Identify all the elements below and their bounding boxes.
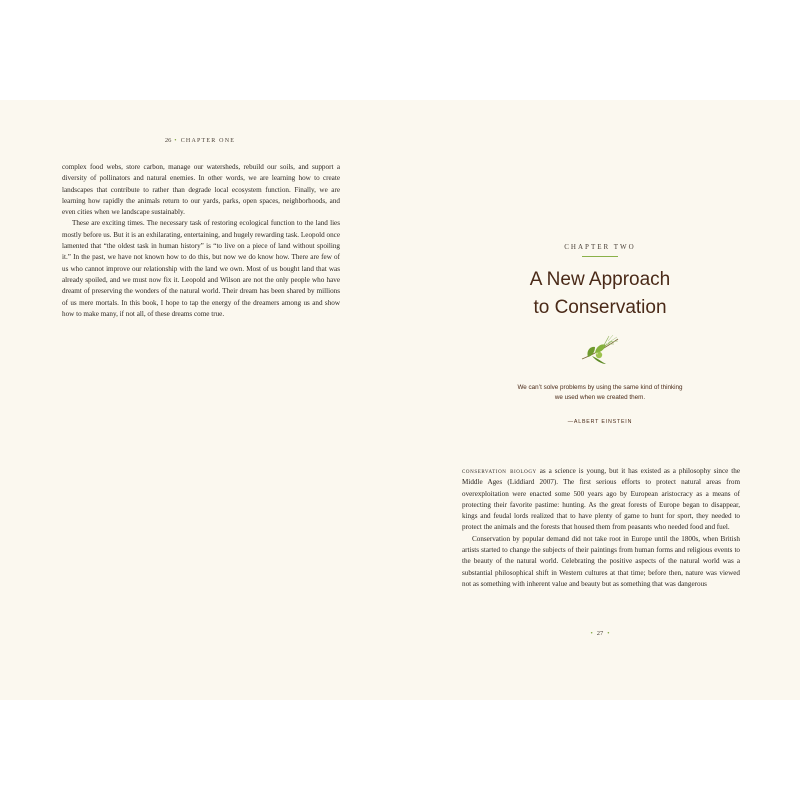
paragraph: These are exciting times. The necessary task of restoring ecological function to the land lies mostly before us. But it is an exhilarating, entertaining, and hugely rewarding task. Leopold once lamented that “the oldest task in human history” is “to live on a piece of land without spoiling it.” In the past, we have not known how to do this, but now we do know how. There are few of us who cannot improve our relationship with the land we own. Most of us bought land that was already spoiled, and we must now fix it. Leopold and Wilson are not the only people who have dreamt of preserving the wonders of the natural world. Their dream has been shared by millions of us mere mortals. In this book, I hope to tap the energy of the dreamers among us and show how to make many, if not all, of these dreams come true. — [62, 219, 340, 318]
left-body-text — [62, 162, 340, 320]
page-footer — [400, 630, 800, 637]
page-number: 27 — [596, 630, 604, 637]
running-head-section: CHAPTER ONE — [180, 138, 236, 144]
epigraph — [400, 383, 800, 403]
chapter-rule-divider — [582, 256, 618, 257]
running-head — [0, 137, 400, 144]
opening-smallcaps: conservation biology — [462, 467, 537, 475]
epigraph-attribution: —ALBERT EINSTEIN — [567, 419, 633, 425]
book-spread — [0, 100, 800, 700]
page-number: 26 — [164, 137, 172, 144]
paragraph: Conservation by popular demand did not take root in Europe until the 1800s, when British artists started to change the subjects of their paintings from human forms and religious events to the beauty of the natural world. Celebrating the positive aspects of the natural world was a substantial philosophical shift in Western cultures at that time; before then, nature was viewed not as something with inherent value and beauty but as something that was dangerous — [462, 534, 740, 588]
epigraph-line: we used when we created them. — [554, 394, 646, 401]
right-page — [400, 100, 800, 700]
right-body-text — [462, 466, 740, 590]
paragraph-text: as a science is young, but it has existed as a philosophy since the Middle Ages (Liddiard 2007). The first serious efforts to protect natural areas from overexploitation were enacted some 500 years ago by European aristocracy as a means of protecting their favorite pastime: hunting. As the great forests of Europe began to disappear, kings and feudal lords realized that to have plenty of game to hunt for sport, they needed to protect the animals and the forests that housed them from peasants who needed food and fuel. — [462, 467, 740, 532]
paragraph: complex food webs, store carbon, manage our watersheds, rebuild our soils, and support a diversity of pollinators and natural enemies. In other words, we are learning how to create landscapes that contribute to rather than degrade local ecosystem function. Finally, we are learning how rapidly the animals return to our yards, parks, open spaces, neighborhoods, and even cities when we landscape sustainably. — [62, 163, 340, 217]
chapter-title-line: to Conservation — [533, 297, 667, 318]
chapter-title — [400, 266, 800, 322]
paragraph — [462, 466, 740, 534]
chapter-label: CHAPTER TWO — [564, 243, 636, 251]
leaf-sprig-icon — [578, 333, 624, 367]
footer-bullet-icon: • — [607, 630, 610, 637]
left-page — [0, 100, 400, 700]
footer-bullet-icon: • — [590, 630, 593, 637]
running-head-bullet-icon: • — [174, 138, 178, 144]
chapter-title-line: A New Approach — [529, 269, 671, 290]
epigraph-line: We can’t solve problems by using the same kind of thinking — [517, 384, 683, 391]
